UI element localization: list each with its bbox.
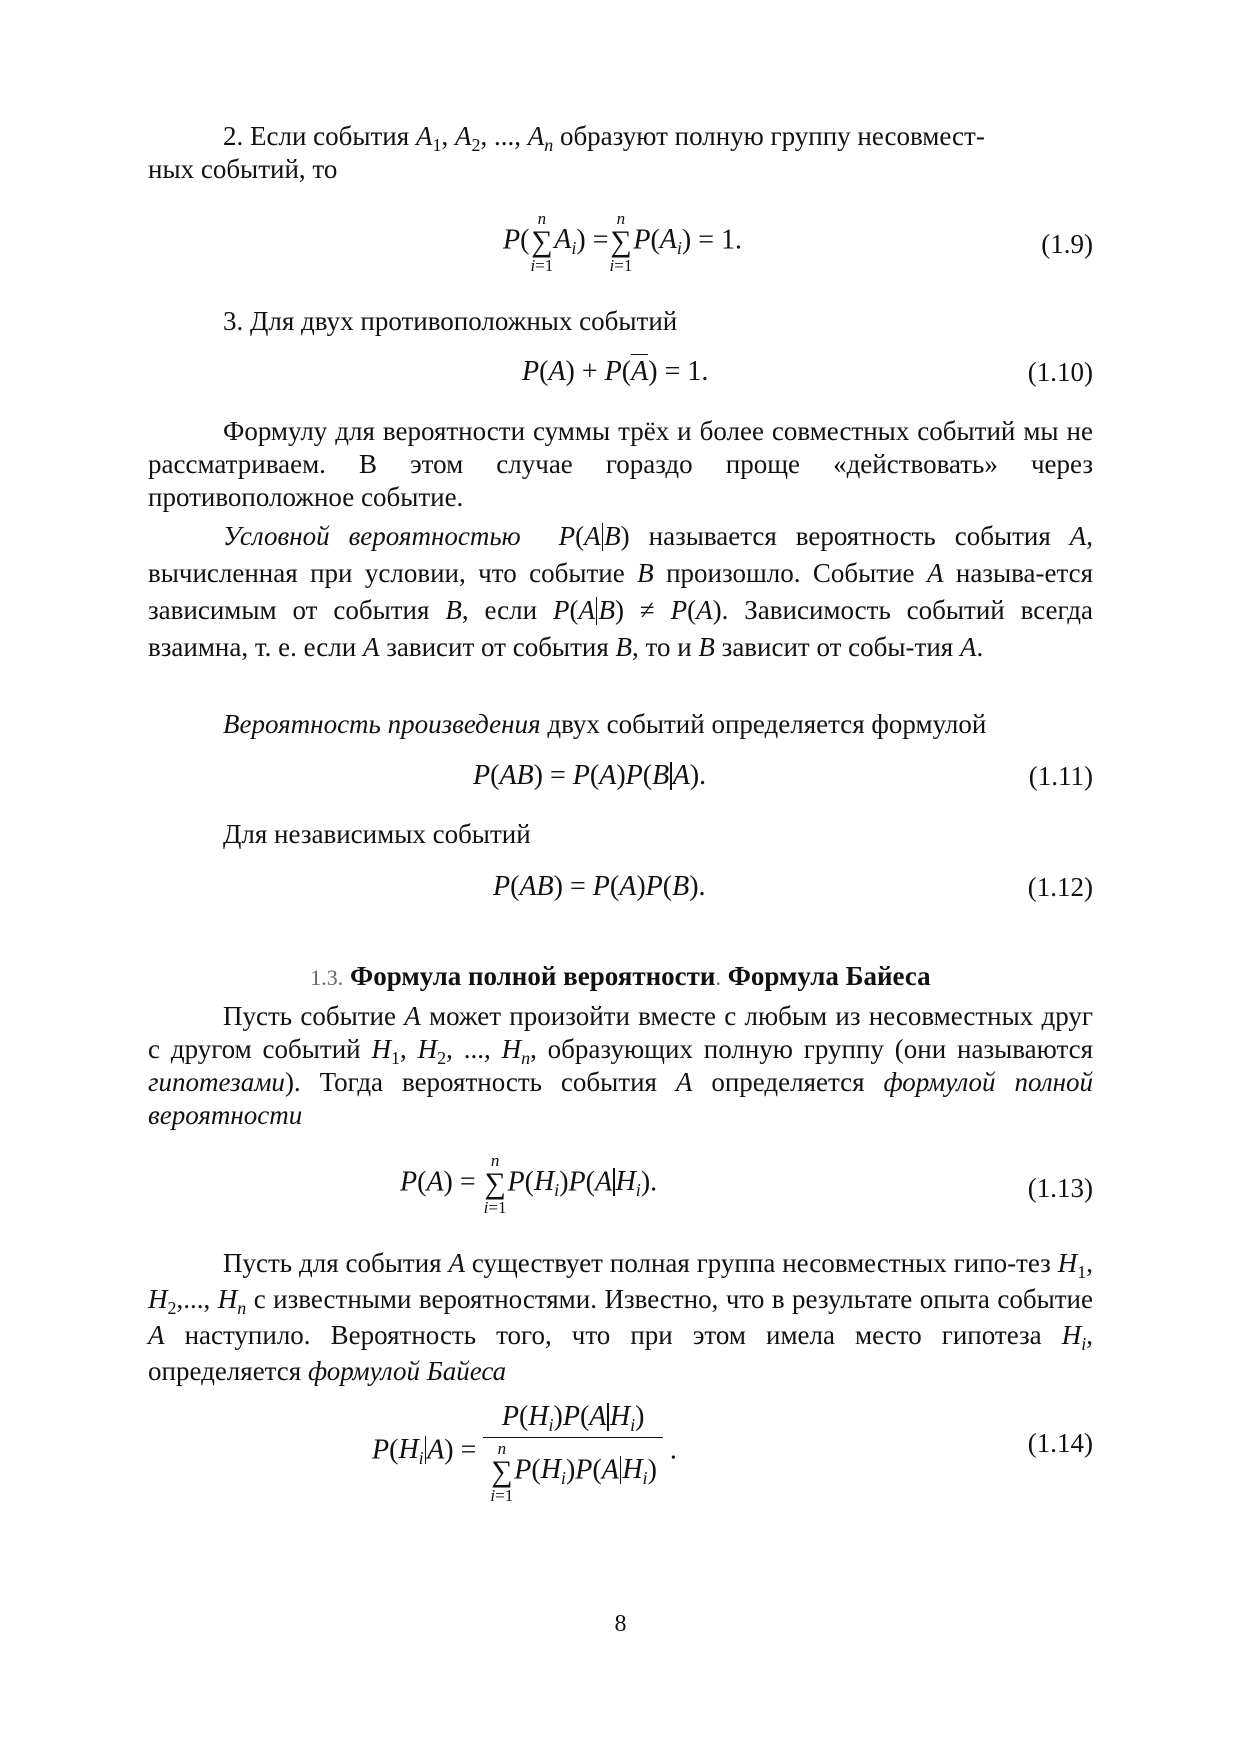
paragraph-total-probability: Пусть событие A может произойти вместе с любым из несовместных друг с другом событий $H_1$, $H_2$, ..., $H_n$, образующих полную группу (они называются гипотезами). Тогда вероятность события A определяется формулой полной вероятности [148,1001,1093,1130]
paragraph-product-probability: Вероятность произведения двух событий определяется формулой [223,709,987,739]
section-title-2: Формула Байеса [720,961,931,991]
equation-1-9: P( n ∑ i=1 $A_i$) = n ∑ i=1 $P(A_i) = 1$. [503,209,743,275]
equation-1-13: P(A) = n ∑ i=1 $P(H_i)P(A$ $H_i$). [400,1151,658,1217]
equation-1-11: P(AB) = P(A)P(B A). [473,760,707,791]
bayes-fraction: $P(H_i)P(A$ $H_i$) n ∑ i=1 $P(H_i)P(A$ $H_i$) [483,1400,662,1504]
equation-1-12: P(AB) = P(A)P(B). [493,871,706,902]
equation-number-1-12: (1.12) [1027,872,1093,902]
equation-1-14: $P(H_i$ A) = $P(H_i)P(A$ $H_i$) n ∑ i=1 $P(H_i)P(A$ $H_i$) . [372,1401,677,1505]
paragraph-conditional-probability: Условной вероятностью P(A B) называется вероятность события A, вычисленная при условии, что событие B произошло. Событие A называ-ется зависимым от события B, если P(A B) ≠ P(A). Зависимость событий всегда взаимна, т. е. если A зависит от события B, то и B зависит от собы-тия A. [148,521,1093,662]
paragraph-independent-events: Для независимых событий [223,819,531,849]
paragraph-sum-formula: Формулу для вероятности суммы трёх и более совместных событий мы не рассматриваем. В этом случае гораздо проще «действовать» через противоположное событие. [148,416,1093,512]
item-2-text: 2. Если события $A_1$, $A_2$, ..., $A_n$ образуют полную группу несовмест- ных событий, то [148,121,985,184]
page-number: 8 [614,1611,627,1637]
item-3-text: 3. Для двух противоположных событий [223,306,678,336]
equation-1-10: P(A) + P(A) = 1. [522,356,709,387]
equation-number-1-13: (1.13) [1027,1173,1093,1203]
section-title: Формула полной вероятности [350,961,716,991]
section-number: 1.3. [310,965,344,990]
section-heading: 1.3. Формула полной вероятности. Формула Байеса [310,961,931,991]
equation-number-1-9: (1.9) [1041,229,1093,259]
paragraph-bayes: Пусть для события A существует полная группа несовместных гипо-тез $H_1$, $H_2$,..., $H_n$ с известными вероятностями. Известно, что в результате опыта событие A наступило. Вероятность того, что при этом имела место гипотеза $H_i$, определяется формулой Байеса [148,1248,1093,1386]
equation-number-1-10: (1.10) [1027,357,1093,387]
equation-number-1-14: (1.14) [1027,1428,1093,1458]
equation-number-1-11: (1.11) [1028,761,1093,791]
